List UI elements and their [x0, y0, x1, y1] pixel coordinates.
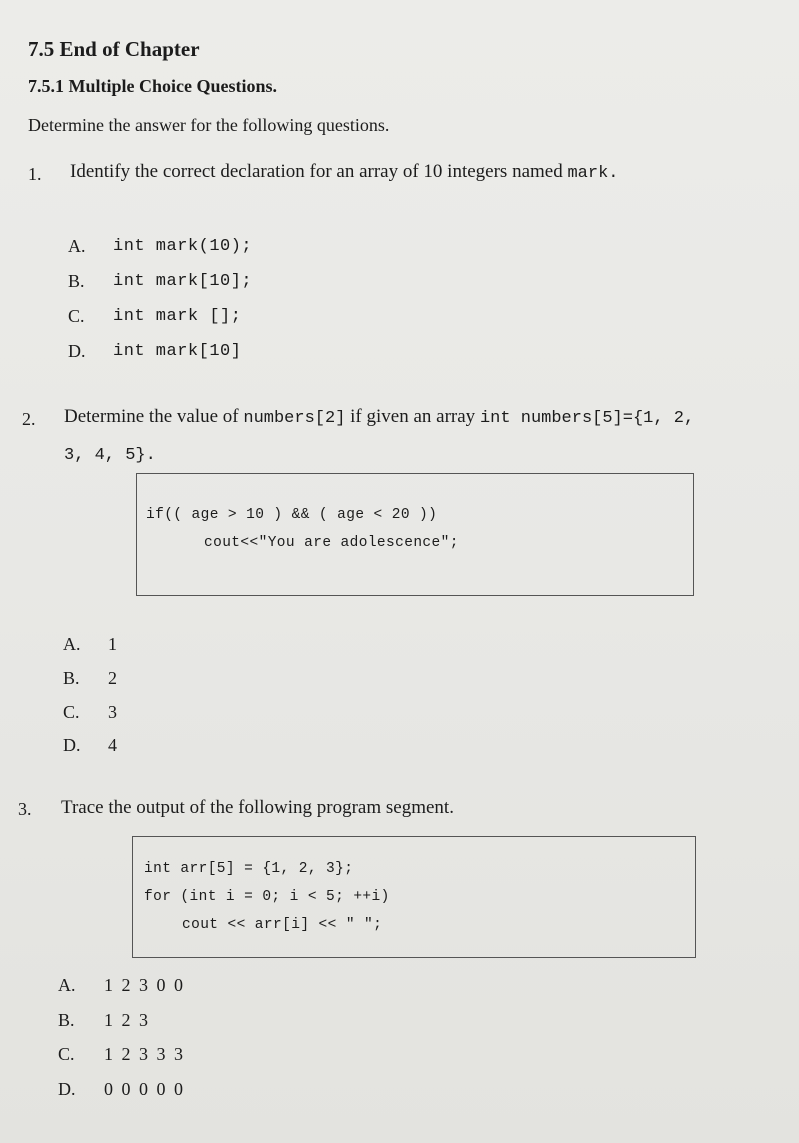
question-2-text-line2: 3, 4, 5}.	[64, 446, 156, 465]
question-2-text-b: if given an array	[345, 406, 480, 427]
q1-option-c-text: int mark [];	[113, 307, 242, 326]
q1-option-b-text: int mark[10];	[113, 272, 253, 291]
question-1-text	[70, 161, 618, 183]
q2-code-line-1: if(( age > 10 ) && ( age < 20 ))	[146, 507, 438, 523]
question-2-code-b: int numbers[5]={1, 2,	[479, 409, 695, 428]
q2-option-d-text: 4	[108, 735, 117, 755]
q2-option-a-letter: A.	[63, 634, 81, 654]
q3-option-d-letter: D.	[58, 1079, 76, 1099]
q3-option-d-text: 0 0 0 0 0	[104, 1079, 185, 1099]
q1-option-d-letter: D.	[68, 341, 86, 361]
q1-option-c-letter: C.	[68, 306, 85, 326]
q1-option-b-letter: B.	[68, 271, 85, 291]
q2-option-a-text: 1	[108, 634, 117, 654]
q1-option-d-text: int mark[10]	[113, 342, 242, 361]
question-3-number: 3.	[18, 799, 32, 819]
q2-code-line-2: cout<<"You are adolescence";	[204, 535, 459, 551]
q3-option-a-text: 1 2 3 0 0	[104, 975, 185, 995]
question-2-text-a: Determine the value of	[64, 406, 244, 427]
q2-option-c-letter: C.	[63, 702, 80, 722]
q3-option-b-letter: B.	[58, 1010, 75, 1030]
question-1-number: 1.	[28, 164, 42, 184]
q2-option-d-letter: D.	[63, 735, 81, 755]
question-2-text	[64, 406, 694, 428]
question-2-number: 2.	[22, 409, 36, 429]
q3-option-b-text: 1 2 3	[104, 1010, 150, 1030]
q3-code-line-3: cout << arr[i] << " ";	[182, 917, 383, 933]
q3-code-line-1: int arr[5] = {1, 2, 3};	[144, 861, 354, 877]
section-title: 7.5 End of Chapter	[28, 37, 200, 61]
q1-option-a-text: int mark(10);	[113, 237, 253, 256]
q2-option-c-text: 3	[108, 702, 117, 722]
q3-code-line-2: for (int i = 0; i < 5; ++i)	[144, 889, 390, 905]
question-3-text: Trace the output of the following program segment.	[61, 797, 454, 818]
q3-option-c-text: 1 2 3 3 3	[104, 1044, 185, 1064]
subsection-title: 7.5.1 Multiple Choice Questions.	[28, 76, 278, 96]
q3-option-c-letter: C.	[58, 1044, 75, 1064]
question-1-code: mark.	[567, 164, 619, 183]
q2-option-b-letter: B.	[63, 668, 80, 688]
question-1-text-main: Identify the correct declaration for an array of 10 integers named	[70, 161, 568, 182]
q2-option-b-text: 2	[108, 668, 117, 688]
q3-option-a-letter: A.	[58, 975, 76, 995]
q1-option-a-letter: A.	[68, 236, 86, 256]
question-2-code-a: numbers[2]	[243, 409, 346, 428]
instruction-text: Determine the answer for the following questions.	[28, 115, 390, 135]
